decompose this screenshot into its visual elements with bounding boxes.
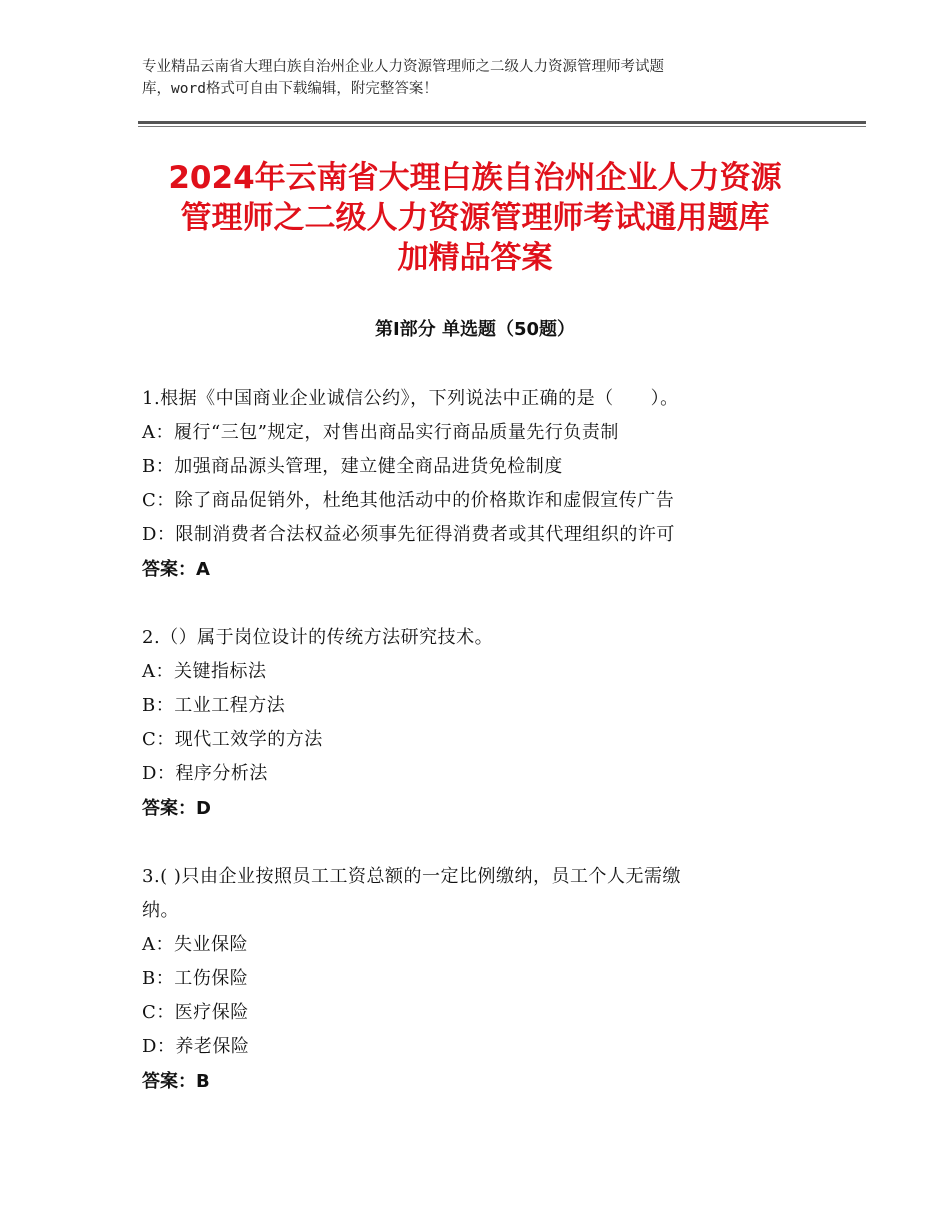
header-note-line-1: 专业精品云南省大理白族自治州企业人力资源管理师之二级人力资源管理师考试题 <box>142 59 664 75</box>
option-a: A：履行“三包”规定，对售出商品实行商品质量先行负责制 <box>142 422 619 443</box>
header-divider-thick <box>138 121 866 124</box>
answer-1: 答案：A <box>142 559 210 580</box>
question-stem: 1.根据《中国商业企业诚信公约》，下列说法中正确的是（ ）。 <box>142 388 679 409</box>
title-line-3: 加精品答案 <box>397 240 553 276</box>
option-a: A：失业保险 <box>142 934 248 955</box>
option-c: C：现代工效学的方法 <box>142 729 323 750</box>
title-line-2: 管理师之二级人力资源管理师考试通用题库 <box>180 200 770 236</box>
header-note <box>142 56 822 100</box>
answer-2: 答案：D <box>142 798 211 819</box>
option-d: D：养老保险 <box>142 1036 250 1057</box>
question-stem: 2.（）属于岗位设计的传统方法研究技术。 <box>142 627 494 648</box>
document-title <box>120 158 830 278</box>
option-d: D：程序分析法 <box>142 763 268 784</box>
option-b: B：工伤保险 <box>142 968 249 989</box>
answer-3: 答案：B <box>142 1071 210 1092</box>
option-d: D：限制消费者合法权益必须事先征得消费者或其代理组织的许可 <box>142 524 675 545</box>
header-note-line-2: 库，word格式可自由下载编辑，附完整答案！ <box>142 81 438 97</box>
option-a: A：关键指标法 <box>142 661 267 682</box>
option-c: C：除了商品促销外，杜绝其他活动中的价格欺诈和虚假宣传广告 <box>142 490 675 511</box>
title-line-1: 2024年云南省大理白族自治州企业人力资源 <box>168 160 782 196</box>
option-c: C：医疗保险 <box>142 1002 249 1023</box>
question-stem-line-2: 纳。 <box>142 900 179 921</box>
option-b: B：加强商品源头管理，建立健全商品进货免检制度 <box>142 456 563 477</box>
header-divider-thin <box>138 126 866 127</box>
option-b: B：工业工程方法 <box>142 695 286 716</box>
question-stem-line-1: 3.( )只由企业按照员工工资总额的一定比例缴纳，员工个人无需缴 <box>142 866 681 887</box>
section-title: 第Ⅰ部分 单选题（50题） <box>374 319 575 340</box>
